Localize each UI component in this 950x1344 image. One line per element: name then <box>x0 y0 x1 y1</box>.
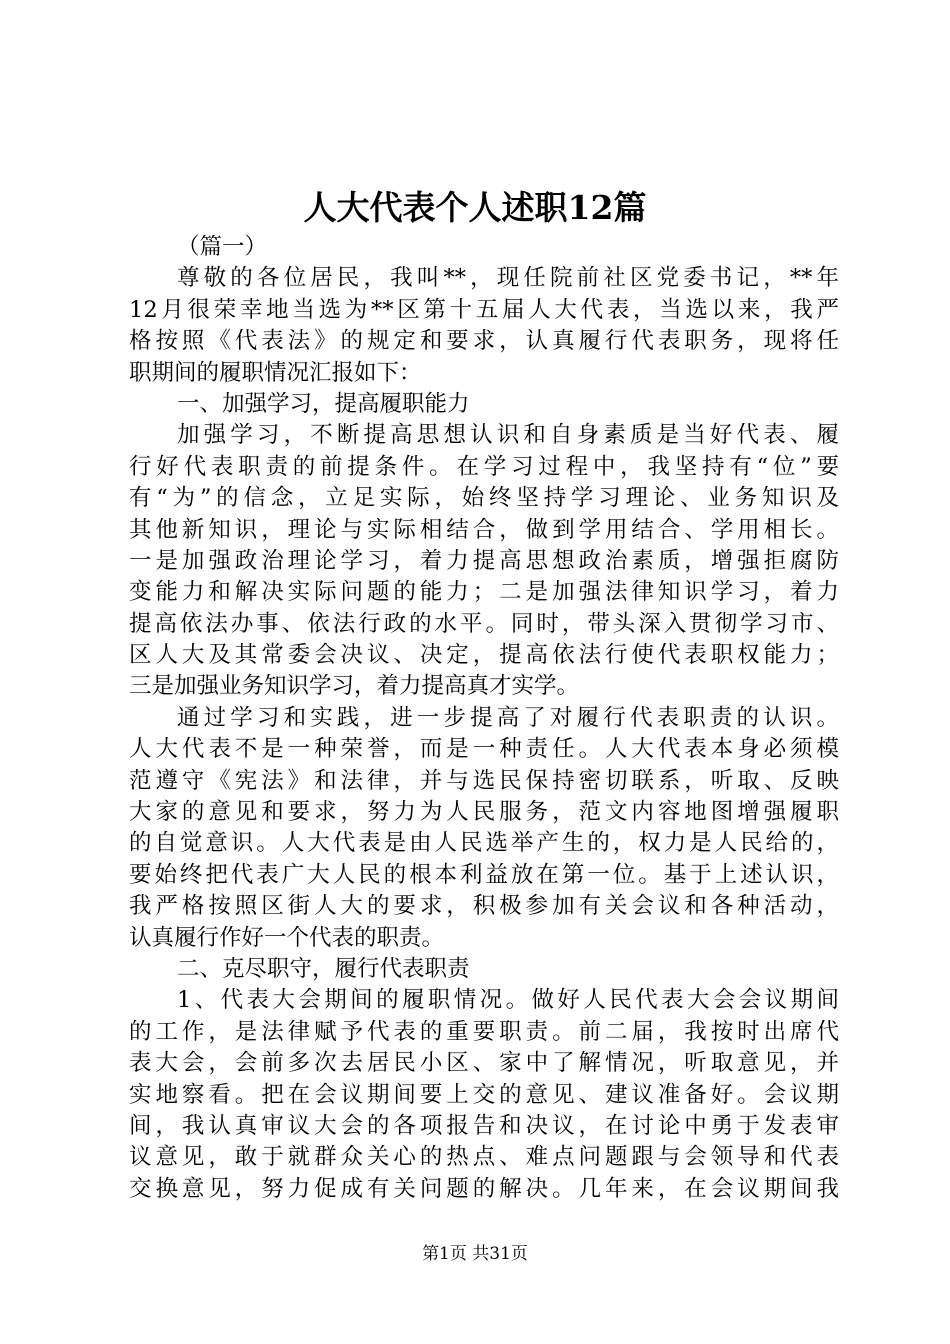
document-title: 人大代表个人述职12篇 <box>303 188 647 227</box>
paragraph-line: 议意见，敢于就群众关心的热点、难点问题跟与会领导和代表 <box>129 1144 839 1171</box>
page-indicator: 第1页 共31页 <box>422 1244 528 1264</box>
paragraph-line: 12月很荣幸地当选为**区第十五届人大代表，当选以来，我严 <box>129 296 839 323</box>
section-heading: 一、加强学习，提高履职能力 <box>177 390 470 417</box>
paragraph-line: 通过学习和实践，进一步提高了对履行代表职责的认识。 <box>177 704 839 731</box>
paragraph-line: 变能力和解决实际问题的能力；二是加强法律知识学习，着力 <box>129 579 839 606</box>
paragraph-line: 职期间的履职情况汇报如下： <box>129 359 422 386</box>
paragraph-line: 人大代表不是一种荣誉，而是一种责任。人大代表本身必须模 <box>129 736 839 763</box>
section-heading: 二、克尽职守，履行代表职责 <box>177 955 470 982</box>
paragraph-line: 的工作，是法律赋予代表的重要职责。前二届，我按时出席代 <box>129 1018 839 1045</box>
paragraph-line: 我严格按照区街人大的要求，积极参加有关会议和各种活动， <box>129 893 839 920</box>
paragraph-line: 有“为”的信念，立足实际，始终坚持学习理论、业务知识及 <box>129 485 839 512</box>
paragraph-line: 大家的意见和要求，努力为人民服务，范文内容地图增强履职 <box>129 799 839 826</box>
section-label: （篇一） <box>177 234 268 260</box>
paragraph-line: 格按照《代表法》的规定和要求，认真履行代表职务，现将任 <box>129 328 839 355</box>
paragraph-line: 三是加强业务知识学习，着力提高真才实学。 <box>129 673 580 700</box>
paragraph-line: 行好代表职责的前提条件。在学习过程中，我坚持有“位”要 <box>129 453 839 480</box>
paragraph-line: 尊敬的各位居民，我叫**，现任院前社区党委书记，**年 <box>177 265 839 292</box>
paragraph-line: 交换意见，努力促成有关问题的解决。几年来，在会议期间我 <box>129 1175 839 1202</box>
paragraph-line: 区人大及其常委会决议、决定，提高依法行使代表职权能力； <box>129 642 839 669</box>
paragraph-line: 其他新知识，理论与实际相结合，做到学用结合、学用相长。 <box>129 516 839 543</box>
paragraph-line: 表大会，会前多次去居民小区、家中了解情况，听取意见，并 <box>129 1050 839 1077</box>
paragraph-line: 要始终把代表广大人民的根本利益放在第一位。基于上述认识， <box>129 861 839 888</box>
paragraph-line: 实地察看。把在会议期间要上交的意见、建议准备好。会议期 <box>129 1081 839 1108</box>
paragraph-line: 认真履行作好一个代表的职责。 <box>129 924 445 951</box>
paragraph-line: 一是加强政治理论学习，着力提高思想政治素质，增强拒腐防 <box>129 547 839 574</box>
paragraph-line: 提高依法办事、依法行政的水平。同时，带头深入贯彻学习市、 <box>129 610 839 637</box>
paragraph-line: 间，我认真审议大会的各项报告和决议，在讨论中勇于发表审 <box>129 1112 839 1139</box>
paragraph-line: 范遵守《宪法》和法律，并与选民保持密切联系，听取、反映 <box>129 767 839 794</box>
document-body <box>129 232 839 1205</box>
paragraph-line: 加强学习，不断提高思想认识和自身素质是当好代表、履 <box>177 422 839 449</box>
paragraph-line: 的自觉意识。人大代表是由人民选举产生的，权力是人民给的， <box>129 830 839 857</box>
paragraph-line: 1、代表大会期间的履职情况。做好人民代表大会会议期间 <box>177 987 839 1014</box>
